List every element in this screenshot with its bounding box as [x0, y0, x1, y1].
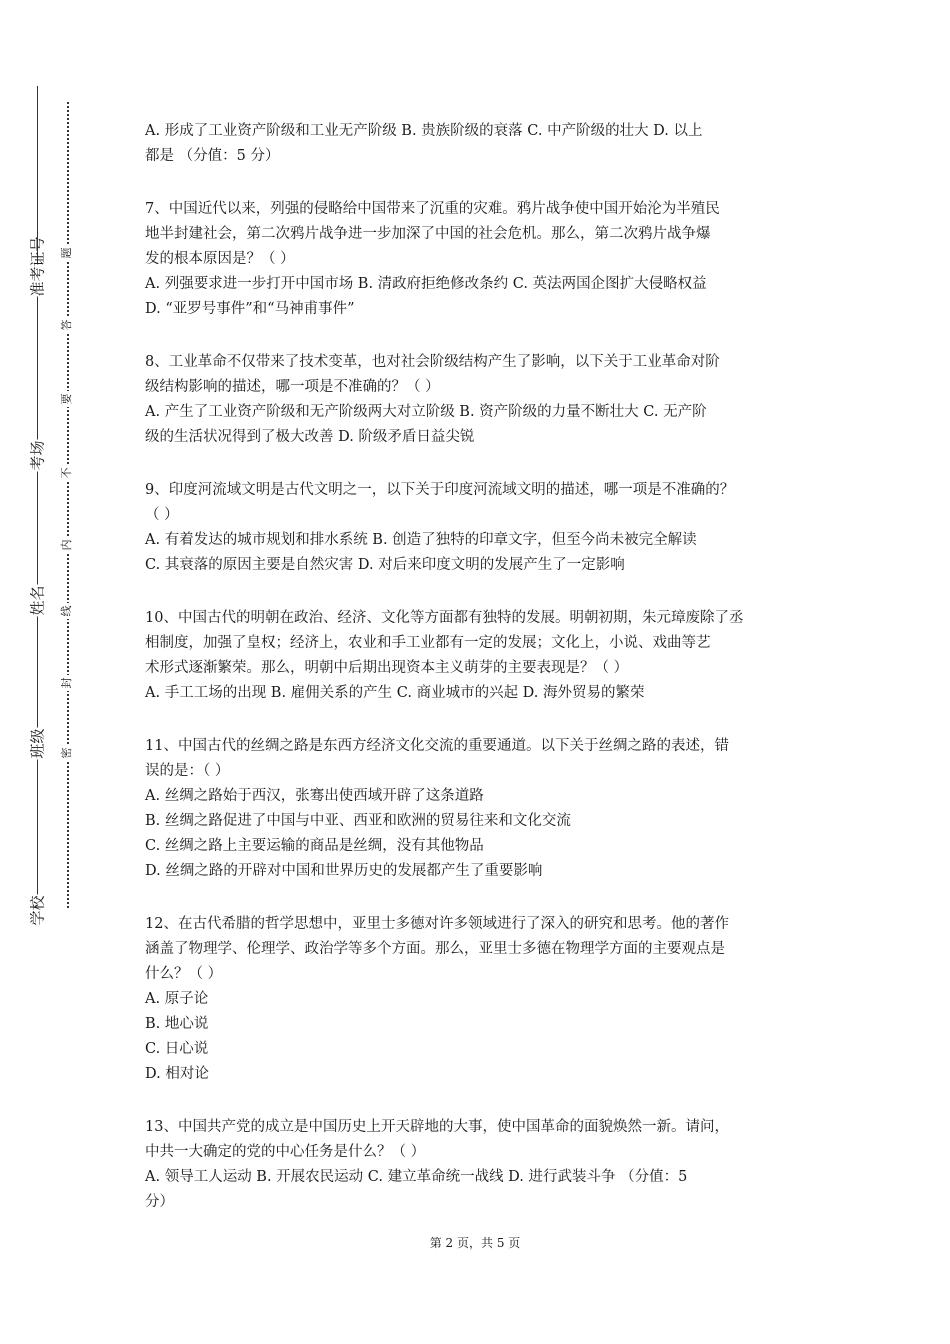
margin-field-class: 班级	[28, 728, 47, 759]
question-13	[145, 1115, 820, 1215]
question-option-line: C. 其衰落的原因主要是自然灾害 D. 对后来印度文明的发展产生了一定影响	[145, 557, 625, 573]
question-7	[145, 197, 820, 322]
question-list	[145, 119, 820, 1243]
question-line: 12、在古代希腊的哲学思想中，亚里士多德对许多领域进行了深入的研究和思考。他的著作	[145, 916, 729, 932]
question-line: 10、中国古代的明朝在政治、经济、文化等方面都有独特的发展。明朝初期，朱元璋废除了丞	[145, 610, 744, 626]
margin-field-exam-number: 准考证号	[28, 236, 47, 297]
seal-char: 题	[61, 245, 73, 261]
seal-char: 线	[61, 603, 73, 619]
question-option-line: 分）	[145, 1194, 174, 1210]
question-12	[145, 912, 820, 1087]
question-option-line: A. 有着发达的城市规划和排水系统 B. 创造了独特的印章文字，但至今尚未被完全解读	[145, 532, 697, 548]
question-6-options	[145, 119, 820, 169]
seal-char: 不	[61, 465, 73, 481]
question-option-line: A. 产生了工业资产阶级和无产阶级两大对立阶级 B. 资产阶级的力量不断壮大 C. 无产阶	[145, 404, 707, 420]
question-option-line: A. 手工工场的出现 B. 雇佣关系的产生 C. 商业城市的兴起 D. 海外贸易的繁荣	[145, 685, 645, 701]
question-line: 11、中国古代的丝绸之路是东西方经济文化交流的重要通道。以下关于丝绸之路的表述，错	[145, 738, 729, 754]
margin-field-school: 学校	[28, 895, 47, 926]
question-9	[145, 478, 820, 578]
question-option-line: A. 原子论	[145, 991, 209, 1007]
question-line: 相制度，加强了皇权；经济上，农业和手工业都有一定的发展；文化上，小说、戏曲等艺	[145, 635, 711, 651]
question-line: 13、中国共产党的成立是中国历史上开天辟地的大事，使中国革命的面貌焕然一新。请问，	[145, 1119, 729, 1135]
question-option-line: D. 相对论	[145, 1066, 209, 1082]
seal-char: 封	[61, 675, 73, 691]
seal-char: 要	[61, 391, 73, 407]
question-8	[145, 350, 820, 450]
question-line: 中共一大确定的党的中心任务是什么？（ ）	[145, 1144, 426, 1160]
question-option-line: B. 地心说	[145, 1016, 209, 1032]
question-line: A. 形成了工业资产阶级和工业无产阶级 B. 贵族阶级的衰落 C. 中产阶级的壮大 D. 以上	[145, 123, 703, 139]
question-line: 发的根本原因是？（ ）	[145, 251, 295, 267]
question-option-line: D. “亚罗号事件”和“马神甫事件”	[145, 301, 355, 317]
question-option-line: B. 丝绸之路促进了中国与中亚、西亚和欧洲的贸易往来和文化交流	[145, 813, 571, 829]
seal-char: 密	[61, 745, 73, 761]
binding-dotted-line	[67, 102, 69, 908]
seal-char: 答	[61, 317, 73, 333]
question-line: 级结构影响的描述，哪一项是不准确的？（ ）	[145, 379, 440, 395]
question-11	[145, 734, 820, 884]
question-10	[145, 606, 820, 706]
question-option-line: C. 日心说	[145, 1041, 209, 1057]
question-line: 7、中国近代以来，列强的侵略给中国带来了沉重的灾难。鸦片战争使中国开始沦为半殖民	[145, 201, 720, 217]
margin-field-exam-room: 考场	[28, 440, 47, 471]
seal-char: 内	[61, 537, 73, 553]
margin-field-name: 姓名	[28, 585, 47, 616]
question-option-line: A. 列强要求进一步打开中国市场 B. 清政府拒绝修改条约 C. 英法两国企图扩大侵略权益	[145, 276, 707, 292]
question-line: 什么？（ ）	[145, 966, 223, 982]
question-line: 涵盖了物理学、伦理学、政治学等多个方面。那么，亚里士多德在物理学方面的主要观点是	[145, 941, 725, 957]
binding-solid-line	[37, 86, 38, 916]
question-line: （ ）	[145, 507, 179, 523]
page-number: 第 2 页，共 5 页	[429, 1236, 521, 1250]
question-line: 误的是：（ ）	[145, 763, 230, 779]
question-line: 9、印度河流域文明是古代文明之一，以下关于印度河流域文明的描述，哪一项是不准确的？	[145, 482, 735, 498]
question-line: 8、工业革命不仅带来了技术变革，也对社会阶级结构产生了影响，以下关于工业革命对阶	[145, 354, 720, 370]
question-option-line: D. 丝绸之路的开辟对中国和世界历史的发展都产生了重要影响	[145, 863, 543, 879]
question-line: 都是 （分值：5 分）	[145, 148, 280, 164]
question-option-line: C. 丝绸之路上主要运输的商品是丝绸，没有其他物品	[145, 838, 484, 854]
question-line: 术形式逐渐繁荣。那么，明朝中后期出现资本主义萌芽的主要表现是？（ ）	[145, 660, 629, 676]
question-option-line: A. 领导工人运动 B. 开展农民运动 C. 建立革命统一战线 D. 进行武装斗争 （分值：5	[145, 1169, 688, 1185]
question-line: 地半封建社会，第二次鸦片战争进一步加深了中国的社会危机。那么，第二次鸦片战争爆	[145, 226, 711, 242]
question-option-line: 级的生活状况得到了极大改善 D. 阶级矛盾日益尖锐	[145, 429, 475, 445]
question-option-line: A. 丝绸之路始于西汉，张骞出使西域开辟了这条道路	[145, 788, 484, 804]
